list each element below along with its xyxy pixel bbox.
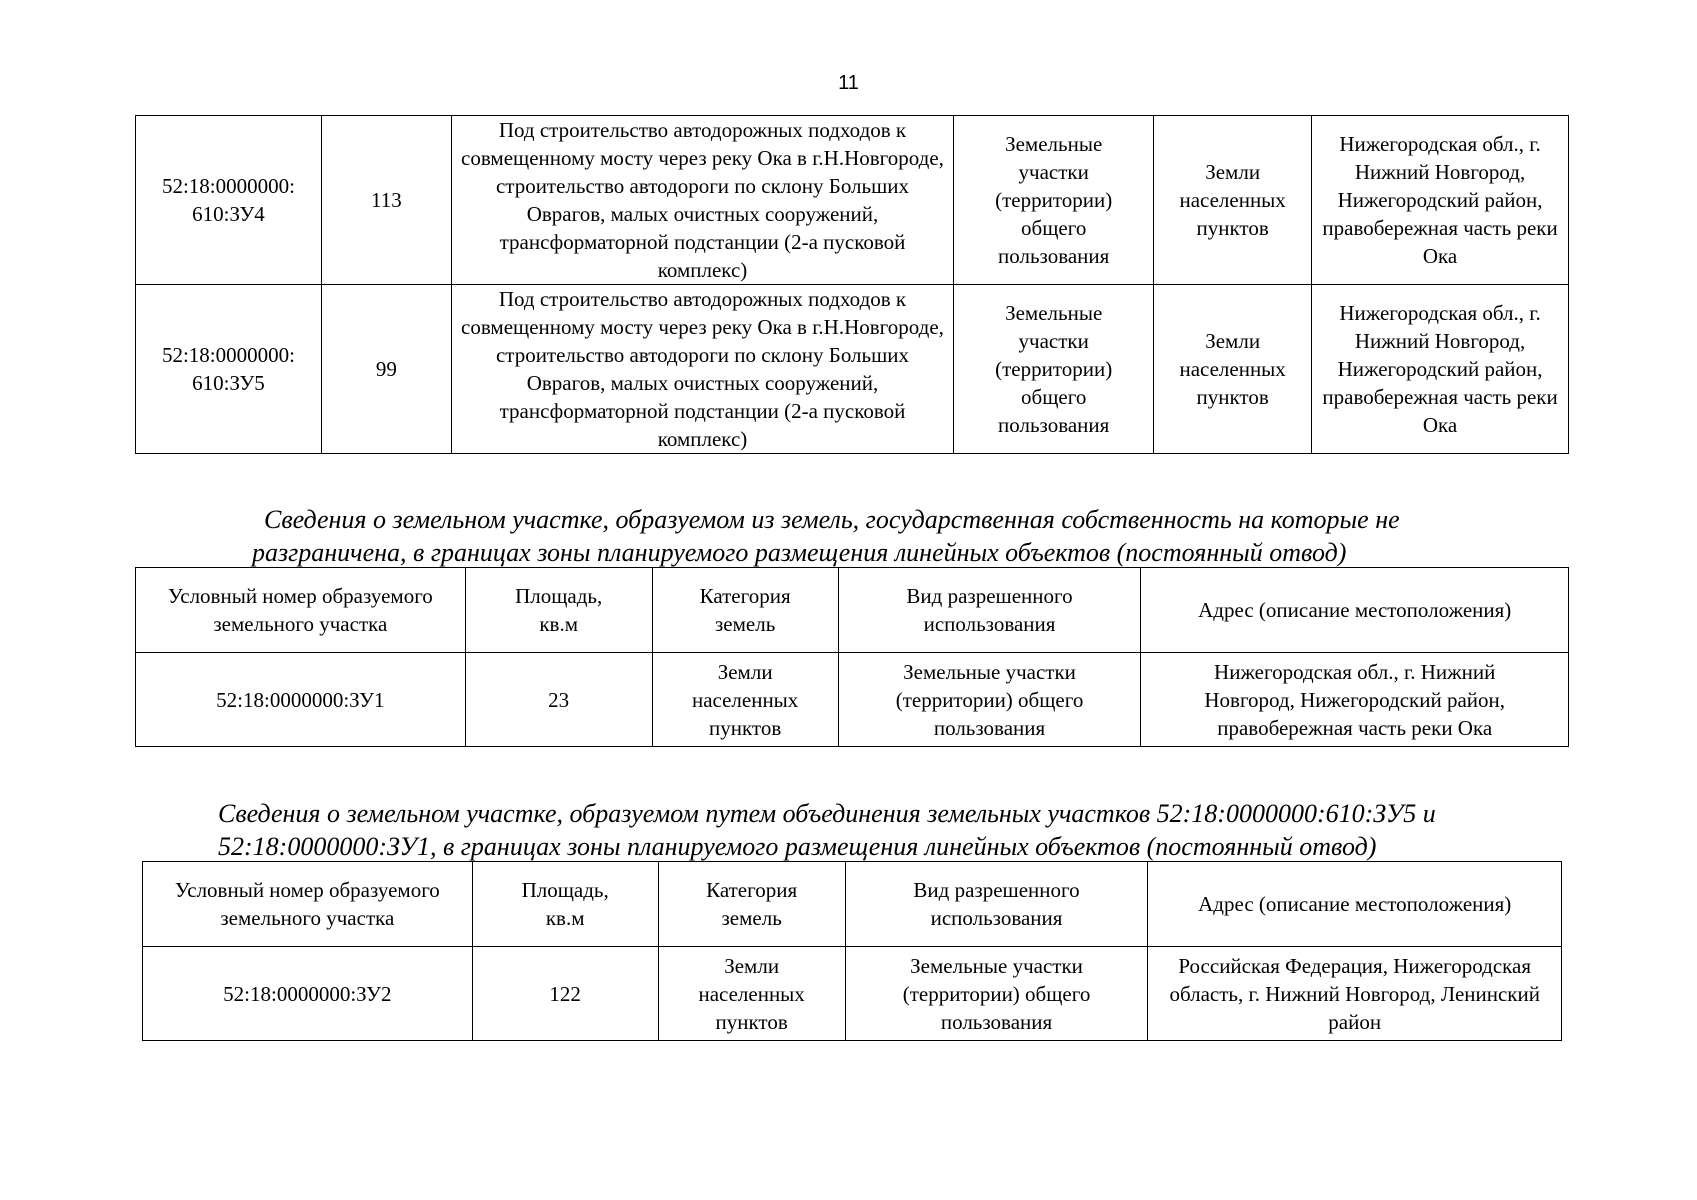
column-header: Площадь, кв.м [465,568,652,653]
parcel-category: Земли населенных пунктов [652,653,838,747]
parcel-address: Российская Федерация, Нижегородская область, г. Нижний Новгород, Ленинский район [1148,947,1562,1041]
parcel-purpose: Под строительство автодорожных подходов к совмещенному мосту через реку Ока в г.Н.Новгороде, строительство автодороги по склону Больших Оврагов, малых очистных сооружений, трансформаторной подстанции (2-а пусковой комплекс) [451,116,953,285]
parcel-category: Земли населенных пунктов [1154,116,1312,285]
column-header: Вид разрешенного использования [838,568,1141,653]
parcel-category: Земли населенных пунктов [1154,285,1312,454]
parcels-table-continued [135,115,1569,454]
column-header: Вид разрешенного использования [845,862,1148,947]
table-header-row [136,568,1569,653]
column-header: Адрес (описание местоположения) [1141,568,1569,653]
page-number: 11 [838,72,859,94]
column-header: Условный номер образуемого земельного участка [136,568,466,653]
parcel-area: 122 [472,947,658,1041]
parcel-use: Земельные участки (территории) общего пользования [954,116,1154,285]
parcel-number: 52:18:0000000: 610:ЗУ4 [136,116,322,285]
parcel-use: Земельные участки (территории) общего пользования [954,285,1154,454]
parcel-category: Земли населенных пунктов [658,947,845,1041]
column-header: Категория земель [652,568,838,653]
state-land-parcel-table [135,567,1569,747]
parcel-address: Нижегородская обл., г. Нижний Новгород, Нижегородский район, правобережная часть реки Ока [1141,653,1569,747]
parcel-purpose: Под строительство автодорожных подходов к совмещенному мосту через реку Ока в г.Н.Новгороде, строительство автодороги по склону Больших Оврагов, малых очистных сооружений, трансформаторной подстанции (2-а пусковой комплекс) [451,285,953,454]
parcel-area: 99 [321,285,451,454]
parcel-use: Земельные участки (территории) общего пользования [845,947,1148,1041]
parcel-address: Нижегородская обл., г. Нижний Новгород, Нижегородский район, правобережная часть реки Ока [1312,116,1569,285]
merged-parcel-table [142,861,1562,1041]
parcel-use: Земельные участки (территории) общего пользования [838,653,1141,747]
table-row [136,653,1569,747]
parcel-number: 52:18:0000000:ЗУ2 [143,947,473,1041]
table-row [136,116,1569,285]
column-header: Категория земель [658,862,845,947]
section-caption: Сведения о земельном участке, образуемом из земель, государственная собственность на которые не разграничена, в границах зоны планируемого размещения линейных объектов (постоянный отвод) [252,505,1400,567]
parcel-area: 113 [321,116,451,285]
table-row [143,947,1562,1041]
column-header: Условный номер образуемого земельного участка [143,862,473,947]
column-header: Площадь, кв.м [472,862,658,947]
table-row [136,285,1569,454]
table-header-row [143,862,1562,947]
parcel-area: 23 [465,653,652,747]
parcel-number: 52:18:0000000: 610:ЗУ5 [136,285,322,454]
parcel-number: 52:18:0000000:ЗУ1 [136,653,466,747]
column-header: Адрес (описание местоположения) [1148,862,1562,947]
parcel-address: Нижегородская обл., г. Нижний Новгород, Нижегородский район, правобережная часть реки Ока [1312,285,1569,454]
section-caption: Сведения о земельном участке, образуемом путем объединения земельных участков 52:18:0000000:610:ЗУ5 и 52:18:0000000:ЗУ1, в границах зоны планируемого размещения линейных объектов (постоянный отвод) [218,799,1436,861]
